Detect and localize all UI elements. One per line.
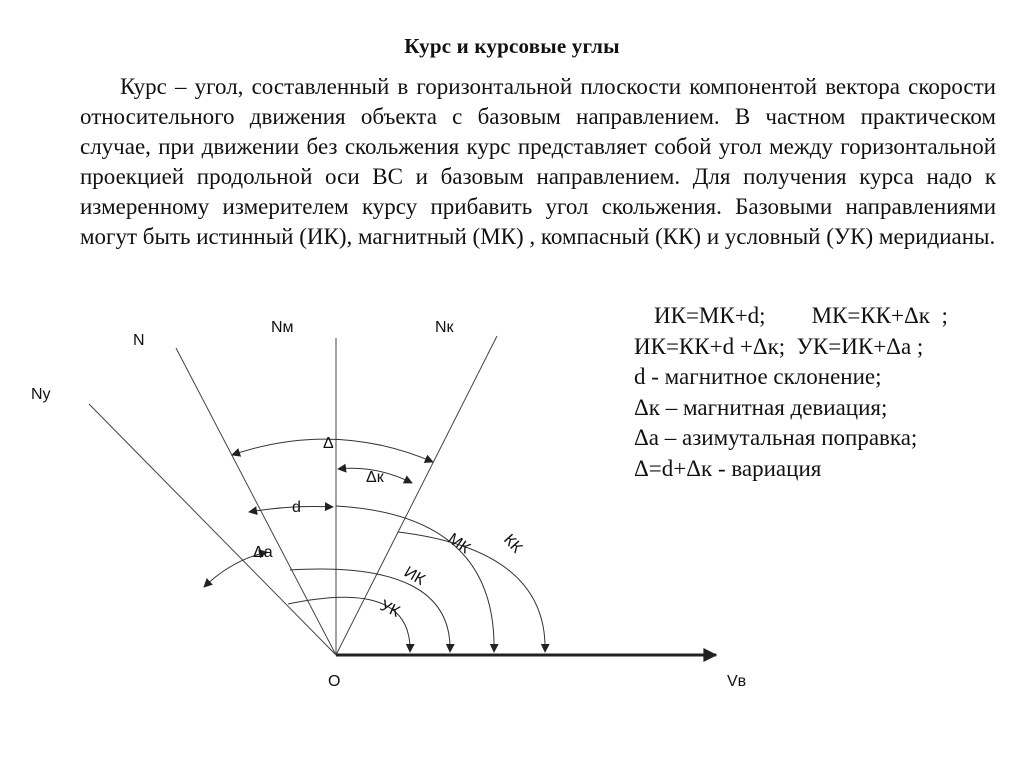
ik-arc bbox=[290, 569, 450, 652]
nm-label: Nм bbox=[271, 319, 294, 336]
meridian-nk-line bbox=[336, 336, 497, 655]
delta-label: Δ bbox=[323, 435, 334, 452]
formula-line-6: Δ=d+Δк - вариация bbox=[634, 455, 822, 481]
meridian-n-line bbox=[176, 348, 336, 655]
ny-label: Nу bbox=[31, 386, 51, 403]
formula-line-1: ИК=МК+d; МК=КК+Δк ; bbox=[654, 303, 948, 328]
origin-label: O bbox=[328, 673, 341, 690]
kk-arc bbox=[398, 532, 545, 652]
formula-line-4: Δк – магнитная девиация; bbox=[634, 394, 888, 420]
formula-line-3: d - магнитное склонение; bbox=[634, 364, 882, 389]
formula-line-5: Δа – азимутальная поправка; bbox=[634, 425, 918, 450]
nk-label: Nк bbox=[435, 319, 454, 336]
n-label: N bbox=[133, 332, 145, 349]
ik-label: ИК bbox=[401, 563, 428, 589]
kk-label: КК bbox=[500, 531, 526, 557]
course-definition-paragraph: Курс – угол, составленный в горизонтальной плоскости компонентой вектора скорости относительного движения объекта с базовым направлением. В частном практическом случае, при движении без скольжения курс представляет собой угол между горизонтальной проекцией продольной оси ВС и базовым направлением. Для получения курса надо к измеренному измерителем курсу прибавить угол скольжения. Базовыми направлениями могут быть истинный (ИК), магнитный (МК) , компасный (КК) и условный (УК) меридианы. bbox=[80, 74, 996, 249]
vb-label: Vв bbox=[727, 673, 747, 690]
d-label: d bbox=[292, 499, 301, 516]
mk-label: МК bbox=[444, 530, 474, 558]
delta-a-label: Δа bbox=[253, 544, 273, 561]
meridian-ny-line bbox=[89, 404, 336, 655]
uk-label: УК bbox=[377, 597, 403, 621]
page-title: Курс и курсовые углы bbox=[404, 34, 620, 58]
delta-k-label: Δк bbox=[366, 469, 384, 486]
formula-line-2: ИК=КК+d +Δк; УК=ИК+Δа ; bbox=[634, 333, 924, 359]
